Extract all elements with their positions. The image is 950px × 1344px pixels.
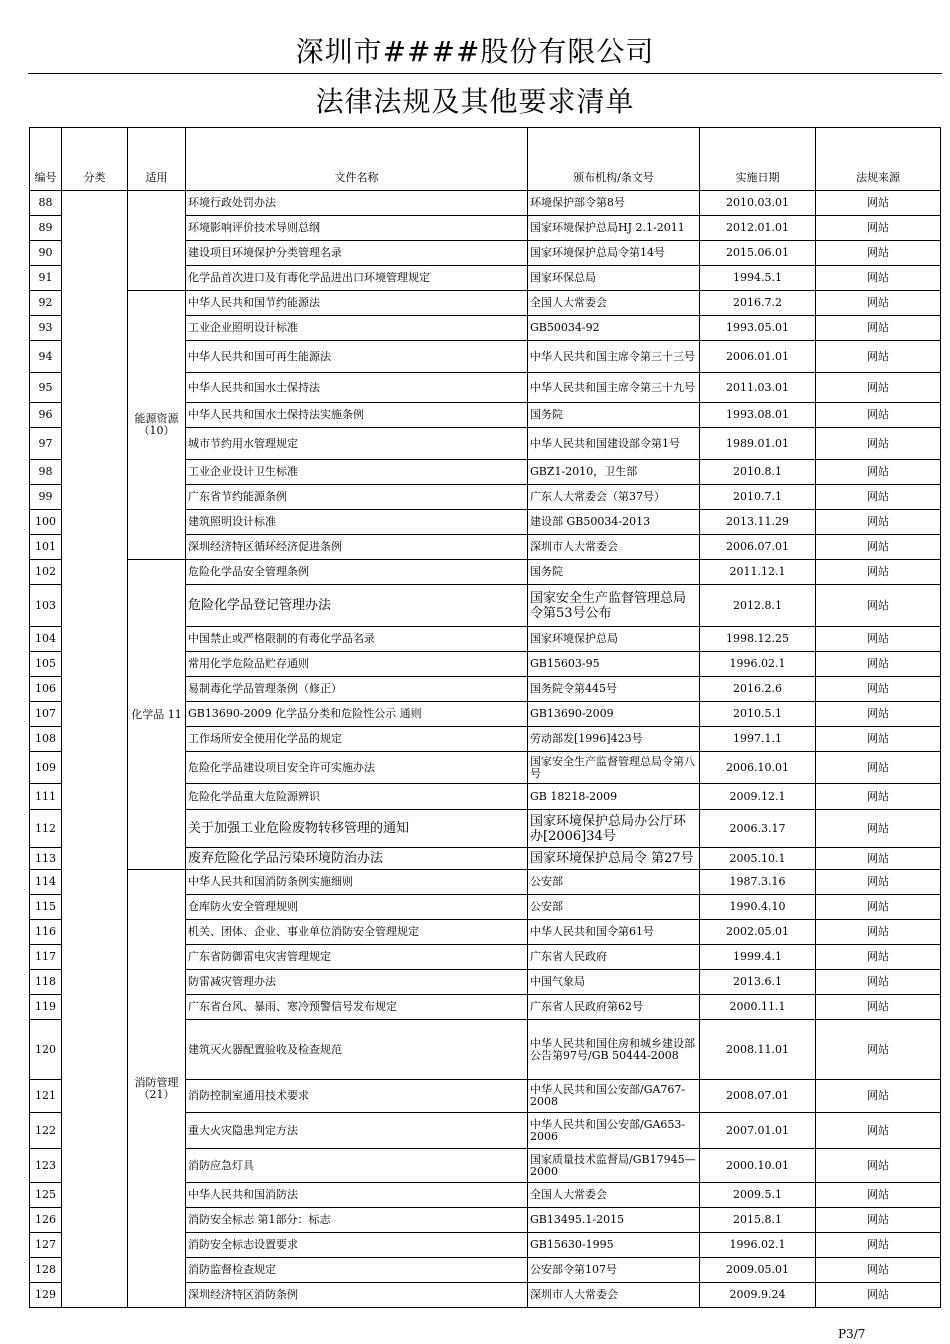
issuer: 全国人大常委会	[528, 1183, 700, 1208]
row-number: 121	[30, 1080, 62, 1113]
document-name: 工业企业照明设计标准	[186, 316, 528, 341]
effective-date: 2008.11.01	[700, 1020, 816, 1080]
document-name: 深圳经济特区消防条例	[186, 1283, 528, 1308]
issuer: 广东省人民政府第62号	[528, 995, 700, 1020]
effective-date: 1994.5.1	[700, 266, 816, 291]
issuer: 国务院令第445号	[528, 677, 700, 702]
effective-date: 2011.12.1	[700, 560, 816, 585]
source: 网站	[816, 848, 941, 870]
effective-date: 2016.7.2	[700, 291, 816, 316]
row-number: 112	[30, 810, 62, 848]
row-number: 88	[30, 191, 62, 216]
row-number: 120	[30, 1020, 62, 1080]
document-name: 消防应急灯具	[186, 1149, 528, 1183]
document-name: 工作场所安全使用化学品的规定	[186, 727, 528, 752]
source: 网站	[816, 677, 941, 702]
source: 网站	[816, 870, 941, 895]
document-name: 消防监督检查规定	[186, 1258, 528, 1283]
effective-date: 2010.03.01	[700, 191, 816, 216]
document-name: 广东省台风、暴雨、寒冷预警信号发布规定	[186, 995, 528, 1020]
header-row	[30, 128, 941, 191]
issuer: 国家环境保护总局HJ 2.1-2011	[528, 216, 700, 241]
row-number: 91	[30, 266, 62, 291]
row-number: 128	[30, 1258, 62, 1283]
source: 网站	[816, 341, 941, 373]
issuer: 国家环境保护总局办公厅环办[2006]34号	[528, 810, 700, 848]
row-number: 123	[30, 1149, 62, 1183]
effective-date: 2007.01.01	[700, 1113, 816, 1149]
effective-date: 2012.01.01	[700, 216, 816, 241]
document-name: 建筑灭火器配置验收及检查规范	[186, 1020, 528, 1080]
effective-date: 2000.10.01	[700, 1149, 816, 1183]
scope-cell	[128, 191, 186, 291]
source: 网站	[816, 1208, 941, 1233]
source: 网站	[816, 291, 941, 316]
source: 网站	[816, 1020, 941, 1080]
issuer: 深圳市人大常委会	[528, 535, 700, 560]
page-number: P3/7	[838, 1327, 866, 1341]
scope-cell: 化学品 11	[128, 560, 186, 870]
row-number: 111	[30, 784, 62, 810]
source: 网站	[816, 895, 941, 920]
source: 网站	[816, 702, 941, 727]
effective-date: 2013.11.29	[700, 510, 816, 535]
source: 网站	[816, 373, 941, 403]
title-divider	[28, 73, 942, 74]
row-number: 122	[30, 1113, 62, 1149]
scope-cell: 能源资源（10）	[128, 291, 186, 560]
document-name: 广东省防御雷电灾害管理规定	[186, 945, 528, 970]
row-number: 119	[30, 995, 62, 1020]
document-name: 环境行政处罚办法	[186, 191, 528, 216]
effective-date: 2009.05.01	[700, 1258, 816, 1283]
document-name: 中华人民共和国消防法	[186, 1183, 528, 1208]
issuer: 国家环境保护总局令 第27号	[528, 848, 700, 870]
effective-date: 1997.1.1	[700, 727, 816, 752]
document-name: 工业企业设计卫生标准	[186, 460, 528, 485]
document-name: 广东省节约能源条例	[186, 485, 528, 510]
row-number: 103	[30, 585, 62, 627]
row-number: 90	[30, 241, 62, 266]
issuer: 国家质量技术监督局/GB17945—2000	[528, 1149, 700, 1183]
row-number: 106	[30, 677, 62, 702]
issuer: 深圳市人大常委会	[528, 1283, 700, 1308]
document-name: 建设项目环境保护分类管理名录	[186, 241, 528, 266]
source: 网站	[816, 1283, 941, 1308]
table-row	[30, 291, 941, 316]
source: 网站	[816, 428, 941, 460]
source: 网站	[816, 535, 941, 560]
source: 网站	[816, 485, 941, 510]
issuer: 国家安全生产监督管理总局令第53号公布	[528, 585, 700, 627]
effective-date: 2009.5.1	[700, 1183, 816, 1208]
effective-date: 2008.07.01	[700, 1080, 816, 1113]
issuer: 公安部令第107号	[528, 1258, 700, 1283]
document-title: 法律法规及其他要求清单	[315, 85, 635, 118]
issuer: 中华人民共和国令第61号	[528, 920, 700, 945]
header-scope: 适用	[128, 128, 186, 191]
document-name: 中华人民共和国消防条例实施细则	[186, 870, 528, 895]
source: 网站	[816, 970, 941, 995]
document-name: 关于加强工业危险废物转移管理的通知	[186, 810, 528, 848]
header-issuer: 颁布机构/条文号	[528, 128, 700, 191]
document-name: 易制毒化学品管理条例（修正）	[186, 677, 528, 702]
issuer: 环境保护部令第8号	[528, 191, 700, 216]
source: 网站	[816, 1183, 941, 1208]
row-number: 98	[30, 460, 62, 485]
source: 网站	[816, 510, 941, 535]
row-number: 109	[30, 752, 62, 784]
issuer: 广东省人民政府	[528, 945, 700, 970]
header-category: 分类	[62, 128, 128, 191]
effective-date: 1990.4.10	[700, 895, 816, 920]
effective-date: 2006.01.01	[700, 341, 816, 373]
issuer: GB 18218-2009	[528, 784, 700, 810]
effective-date: 2010.8.1	[700, 460, 816, 485]
source: 网站	[816, 652, 941, 677]
source: 网站	[816, 995, 941, 1020]
row-number: 118	[30, 970, 62, 995]
issuer: 公安部	[528, 870, 700, 895]
issuer: 国务院	[528, 403, 700, 428]
source: 网站	[816, 241, 941, 266]
effective-date: 2010.5.1	[700, 702, 816, 727]
effective-date: 1999.4.1	[700, 945, 816, 970]
row-number: 107	[30, 702, 62, 727]
effective-date: 2000.11.1	[700, 995, 816, 1020]
document-name: 化学品首次进口及有毒化学品进出口环境管理规定	[186, 266, 528, 291]
source: 网站	[816, 560, 941, 585]
issuer: 中华人民共和国公安部/GA767-2008	[528, 1080, 700, 1113]
issuer: GB13690-2009	[528, 702, 700, 727]
header-name: 文件名称	[186, 128, 528, 191]
issuer: GB13495.1-2015	[528, 1208, 700, 1233]
issuer: 国家安全生产监督管理总局令第八号	[528, 752, 700, 784]
document-name: 中国禁止或严格限制的有毒化学品名录	[186, 627, 528, 652]
issuer: 公安部	[528, 895, 700, 920]
document-name: 常用化学危险品贮存通则	[186, 652, 528, 677]
issuer: 国家环境保护总局令第14号	[528, 241, 700, 266]
row-number: 116	[30, 920, 62, 945]
effective-date: 2010.7.1	[700, 485, 816, 510]
issuer: 劳动部发[1996]423号	[528, 727, 700, 752]
effective-date: 2009.9.24	[700, 1283, 816, 1308]
source: 网站	[816, 216, 941, 241]
issuer: 广东人大常委会（第37号）	[528, 485, 700, 510]
source: 网站	[816, 316, 941, 341]
row-number: 99	[30, 485, 62, 510]
row-number: 126	[30, 1208, 62, 1233]
table-row	[30, 870, 941, 895]
document-name: 防雷减灾管理办法	[186, 970, 528, 995]
document-name: 危险化学品登记管理办法	[186, 585, 528, 627]
row-number: 97	[30, 428, 62, 460]
row-number: 113	[30, 848, 62, 870]
document-name: 废弃危险化学品污染环境防治办法	[186, 848, 528, 870]
issuer: 中华人民共和国主席令第三十三号	[528, 341, 700, 373]
table-body	[30, 191, 941, 1308]
effective-date: 1996.02.1	[700, 652, 816, 677]
row-number: 105	[30, 652, 62, 677]
effective-date: 1989.01.01	[700, 428, 816, 460]
issuer: 建设部 GB50034-2013	[528, 510, 700, 535]
issuer: 全国人大常委会	[528, 291, 700, 316]
issuer: 中华人民共和国建设部令第1号	[528, 428, 700, 460]
document-name: 重大火灾隐患判定方法	[186, 1113, 528, 1149]
effective-date: 2005.10.1	[700, 848, 816, 870]
issuer: GB15603-95	[528, 652, 700, 677]
document-name: 仓库防火安全管理规则	[186, 895, 528, 920]
document-name: 机关、团体、企业、事业单位消防安全管理规定	[186, 920, 528, 945]
source: 网站	[816, 191, 941, 216]
document-name: 中华人民共和国可再生能源法	[186, 341, 528, 373]
document-name: 危险化学品重大危险源辨识	[186, 784, 528, 810]
row-number: 108	[30, 727, 62, 752]
row-number: 100	[30, 510, 62, 535]
source: 网站	[816, 945, 941, 970]
source: 网站	[816, 1258, 941, 1283]
row-number: 94	[30, 341, 62, 373]
document-name: 中华人民共和国水土保持法	[186, 373, 528, 403]
effective-date: 2015.06.01	[700, 241, 816, 266]
effective-date: 1993.08.01	[700, 403, 816, 428]
document-name: 深圳经济特区循环经济促进条例	[186, 535, 528, 560]
source: 网站	[816, 585, 941, 627]
effective-date: 1996.02.1	[700, 1233, 816, 1258]
source: 网站	[816, 727, 941, 752]
issuer: 国务院	[528, 560, 700, 585]
effective-date: 2011.03.01	[700, 373, 816, 403]
source: 网站	[816, 460, 941, 485]
row-number: 96	[30, 403, 62, 428]
effective-date: 1987.3.16	[700, 870, 816, 895]
document-name: GB13690-2009 化学品分类和危险性公示 通则	[186, 702, 528, 727]
source: 网站	[816, 266, 941, 291]
issuer: 国家环境保护总局	[528, 627, 700, 652]
source: 网站	[816, 784, 941, 810]
source: 网站	[816, 752, 941, 784]
document-name: 消防安全标志设置要求	[186, 1233, 528, 1258]
effective-date: 2009.12.1	[700, 784, 816, 810]
document-name: 中华人民共和国水土保持法实施条例	[186, 403, 528, 428]
issuer: GB50034-92	[528, 316, 700, 341]
document-name: 危险化学品建设项目安全许可实施办法	[186, 752, 528, 784]
row-number: 104	[30, 627, 62, 652]
row-number: 92	[30, 291, 62, 316]
row-number: 102	[30, 560, 62, 585]
row-number: 89	[30, 216, 62, 241]
document-name: 建筑照明设计标准	[186, 510, 528, 535]
regulations-table	[29, 127, 941, 1308]
effective-date: 1993.05.01	[700, 316, 816, 341]
issuer: 国家环保总局	[528, 266, 700, 291]
effective-date: 2013.6.1	[700, 970, 816, 995]
document-name: 环境影响评价技术导则总纲	[186, 216, 528, 241]
effective-date: 2006.10.01	[700, 752, 816, 784]
row-number: 93	[30, 316, 62, 341]
row-number: 125	[30, 1183, 62, 1208]
row-number: 127	[30, 1233, 62, 1258]
header-no: 编号	[30, 128, 62, 191]
row-number: 95	[30, 373, 62, 403]
effective-date: 1998.12.25	[700, 627, 816, 652]
document-name: 消防安全标志 第1部分：标志	[186, 1208, 528, 1233]
issuer: GB15630-1995	[528, 1233, 700, 1258]
issuer: 中华人民共和国公安部/GA653-2006	[528, 1113, 700, 1149]
company-title: 深圳市####股份有限公司	[295, 35, 655, 68]
header-date: 实施日期	[700, 128, 816, 191]
source: 网站	[816, 1080, 941, 1113]
row-number: 101	[30, 535, 62, 560]
category-cell	[62, 191, 128, 1308]
issuer: GBZ1-2010，卫生部	[528, 460, 700, 485]
effective-date: 2006.07.01	[700, 535, 816, 560]
effective-date: 2012.8.1	[700, 585, 816, 627]
issuer: 中华人民共和国主席令第三十九号	[528, 373, 700, 403]
source: 网站	[816, 810, 941, 848]
effective-date: 2015.8.1	[700, 1208, 816, 1233]
effective-date: 2016.2.6	[700, 677, 816, 702]
row-number: 115	[30, 895, 62, 920]
effective-date: 2006.3.17	[700, 810, 816, 848]
issuer: 中国气象局	[528, 970, 700, 995]
document-name: 中华人民共和国节约能源法	[186, 291, 528, 316]
table-row	[30, 560, 941, 585]
document-name: 城市节约用水管理规定	[186, 428, 528, 460]
row-number: 117	[30, 945, 62, 970]
source: 网站	[816, 403, 941, 428]
row-number: 114	[30, 870, 62, 895]
effective-date: 2002.05.01	[700, 920, 816, 945]
issuer: 中华人民共和国住房和城乡建设部公告第97号/GB 50444-2008	[528, 1020, 700, 1080]
source: 网站	[816, 1233, 941, 1258]
row-number: 129	[30, 1283, 62, 1308]
document-name: 危险化学品安全管理条例	[186, 560, 528, 585]
scope-cell: 消防管理（21）	[128, 870, 186, 1308]
source: 网站	[816, 1113, 941, 1149]
document-name: 消防控制室通用技术要求	[186, 1080, 528, 1113]
source: 网站	[816, 920, 941, 945]
table-row	[30, 191, 941, 216]
source: 网站	[816, 1149, 941, 1183]
header-source: 法规来源	[816, 128, 941, 191]
source: 网站	[816, 627, 941, 652]
